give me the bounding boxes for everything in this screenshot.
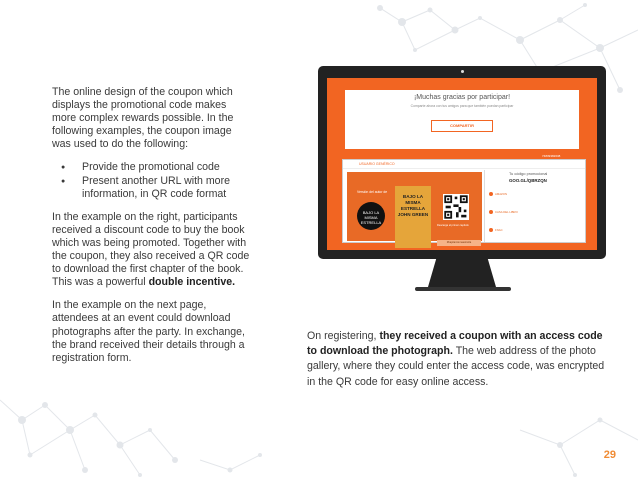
monitor-neck bbox=[428, 259, 496, 287]
caption-emphasis: they received a coupon with an access code to download the photograph. bbox=[307, 330, 603, 358]
store-link: CASA DEL LIBRO bbox=[489, 208, 534, 217]
book-circle-logo: BAJO LA MISMA ESTRELLA bbox=[357, 202, 385, 230]
store-link: AMAZON bbox=[489, 190, 534, 199]
promo-code-panel bbox=[484, 170, 584, 250]
bullet-item: ● Provide the promotional code bbox=[52, 161, 252, 174]
thank-you-subtitle: Comparte ahora con tus amigos para que también puedan participar bbox=[410, 104, 514, 108]
example-next-paragraph: In the example on the next page, attendees at an event could download photographs after the party. In exchange, the brand received their details through a registration form. bbox=[52, 299, 245, 364]
paragraph-text: In the example on the right, participants received a discount code to buy the book which was being promoted. Together with the coupon, they also received a QR code to download the first chapter of the book. This was a powerful bbox=[52, 210, 250, 289]
caption-text: On registering, bbox=[307, 330, 380, 342]
left-text-column bbox=[52, 86, 252, 375]
promo-code-label: Tu código promocional bbox=[509, 172, 548, 176]
example-right-paragraph bbox=[52, 211, 252, 290]
webcam-dot bbox=[461, 70, 464, 73]
monitor-screen bbox=[327, 78, 597, 250]
coupon-user-label: USUARIO GENÉRICO bbox=[359, 162, 395, 166]
store-links bbox=[489, 190, 583, 250]
intro-paragraph: The online design of the coupon which displays the promotional code makes more complex rewards possible. In the following examples, the coupon image was used to do the following: bbox=[52, 86, 234, 151]
bullet-list bbox=[52, 161, 252, 200]
paragraph-emphasis: double incentive. bbox=[148, 276, 236, 289]
store-link: EL CORTE INGLÉS bbox=[489, 244, 534, 250]
monitor-illustration bbox=[318, 66, 606, 259]
bullet-item: ● Present another URL with more information, in QR code format bbox=[52, 175, 252, 201]
coupon-card bbox=[342, 159, 586, 250]
store-link: FNAC bbox=[489, 226, 534, 235]
coupon-book-image bbox=[347, 172, 482, 244]
caption-text: The web address of the photo gallery, where they could enter the access code, was encrypted in the QR code for easy online access. bbox=[307, 345, 605, 388]
share-button: COMPARTIR bbox=[431, 120, 493, 132]
page-number: 29 bbox=[603, 449, 616, 461]
book-cover: BAJO LA MISMA ESTRELLA JOHN GREEN bbox=[395, 186, 431, 248]
right-caption-paragraph bbox=[307, 329, 609, 390]
hashtag-label: #bajolamismaestrella bbox=[437, 240, 481, 246]
qr-caption: Descarga el primer capítulo bbox=[437, 224, 469, 227]
promo-code-value: GOO.GL/QBRZQN bbox=[509, 178, 547, 183]
qr-code-icon bbox=[443, 194, 469, 220]
monitor-base bbox=[415, 287, 511, 291]
reference-id: 74839382638 bbox=[542, 154, 561, 158]
thank-you-title: ¡Muchas gracias por participar! bbox=[413, 94, 511, 101]
coupon-header bbox=[343, 160, 585, 169]
thank-you-panel bbox=[345, 90, 579, 149]
book-small-text: Versión del autor de bbox=[357, 190, 388, 194]
